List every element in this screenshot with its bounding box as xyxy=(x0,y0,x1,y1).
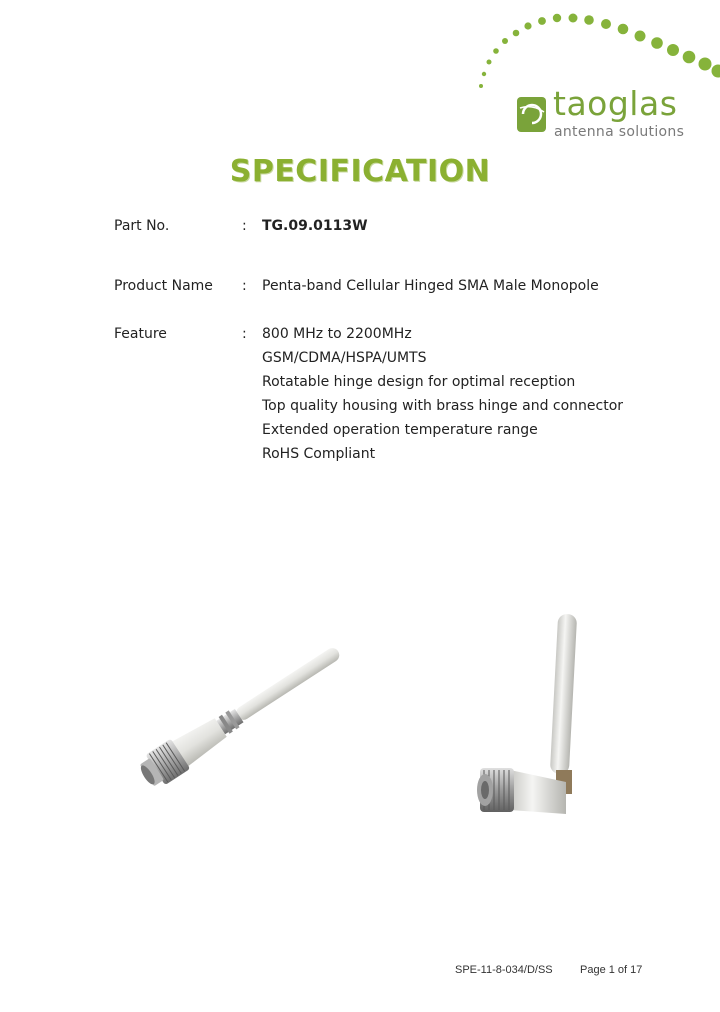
brand-name: taoglas xyxy=(553,84,678,123)
document-code: SPE-11-8-034/D/SS xyxy=(455,964,553,976)
part-no-label: Part No. xyxy=(114,218,170,234)
taoglas-logo xyxy=(517,84,697,140)
part-no-colon: : xyxy=(242,218,247,234)
taoglas-logo-icon xyxy=(517,94,547,134)
part-no-value: TG.09.0113W xyxy=(262,218,368,234)
product-name-label: Product Name xyxy=(114,278,213,294)
product-name-value: Penta-band Cellular Hinged SMA Male Monopole xyxy=(262,278,599,294)
product-name-colon: : xyxy=(242,278,247,294)
feature-item: 800 MHz to 2200MHz xyxy=(262,326,412,342)
feature-item: Rotatable hinge design for optimal reception xyxy=(262,374,576,390)
feature-item: Top quality housing with brass hinge and connector xyxy=(262,398,624,414)
page-title: SPECIFICATION xyxy=(229,154,491,189)
feature-item: GSM/CDMA/HSPA/UMTS xyxy=(262,350,427,366)
page-number: Page 1 of 17 xyxy=(580,964,643,976)
antenna-photo-straight xyxy=(125,630,355,800)
feature-item: Extended operation temperature range xyxy=(262,422,538,438)
feature-colon: : xyxy=(242,326,247,342)
brand-tagline: antenna solutions xyxy=(554,124,685,140)
feature-label: Feature xyxy=(114,326,167,342)
antenna-photo-hinged xyxy=(470,610,590,840)
feature-item: RoHS Compliant xyxy=(262,446,376,462)
